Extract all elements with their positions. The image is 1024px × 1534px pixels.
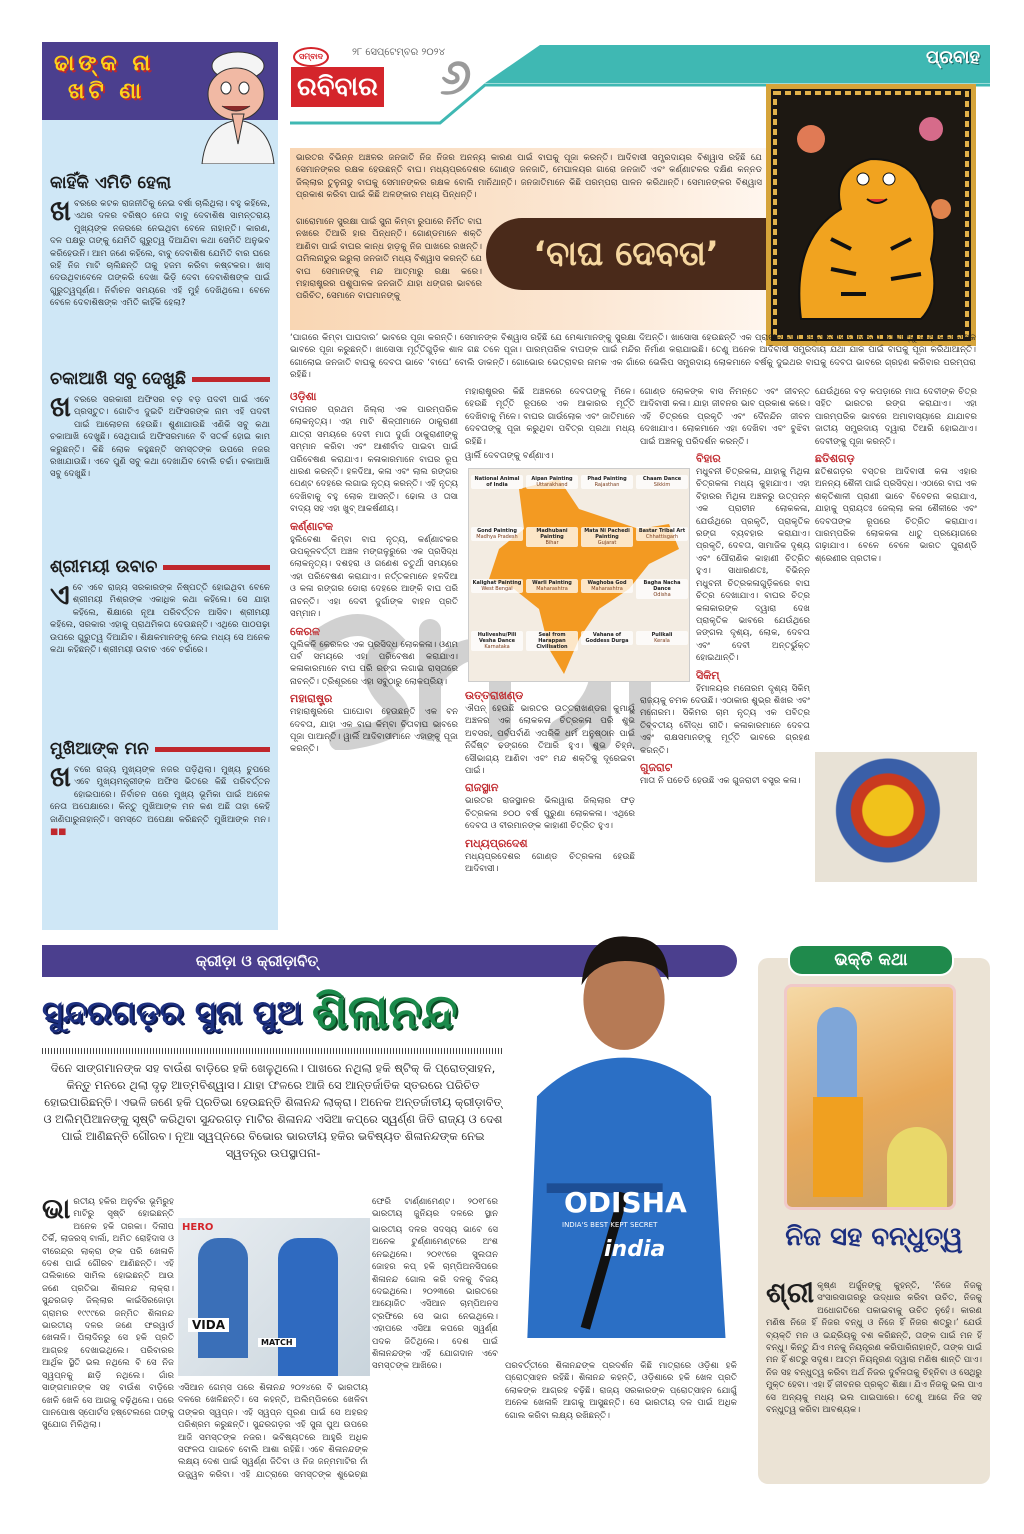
sports-headline-2: ଶିଳାନନ୍ଦ: [311, 984, 458, 1040]
paragraph: ଭାରତର ରାଜସ୍ଥାନର ଭିଲୱାରା ଜିଲ୍ଲାର ଫଡ଼ ଚିତ୍ରକଳା ୭୦୦ ବର୍ଷ ପୁରୁଣା ଲୋକକଳା। ଏଥିରେ ଦେବତା ଓ ବୀରମାନଙ୍କ କାହାଣୀ ଚିତ୍ରିତ ହୁଏ।: [465, 796, 635, 832]
left-item: ଶ୍ରୀମୟୀ ଉବାଚ ଏବେ ଏବେ ରାଜ୍ୟ ସରକାରଙ୍କ ନିଷ୍ପତ୍ତି ହୋଇଥିବା ବେଳେ ଶ୍ରୀମୟୀ ମିଶ୍ରଙ୍କ ଏକାଧିକ କଥା କହିଲେ। ସେ ଯାହା କହିଲେ, ଶିକ୍ଷାରେ ନୂଆ ପରିବର୍ତ୍ତନ ଆସିବ। ଶ୍ରୀମୟୀ କହିଲେ, ସରକାର ଏହାକୁ ପ୍ରାଥମିକତା ଦେଉଛନ୍ତି। ଏଥିରେ ପାଠପଢ଼ା ଉପରେ ଗୁରୁତ୍ୱ ଦିଆଯିବ। ଶିକ୍ଷକମାନଙ୍କୁ ନେଇ ମଧ୍ୟ ସେ ଅନେକ କଥା କହିଛନ୍ତି। ଶ୍ରୀମୟୀ ଉବାଚ ଏବେ ଚର୍ଚ୍ଚାରେ।: [50, 557, 270, 656]
photo-text: HERO: [182, 1222, 214, 1233]
sports-column-3: ଭାରତୀୟ ଦଳର ସଦସ୍ୟ ଭାବେ ସେ ଅନେକ ଟୁର୍ଣ୍ଣାମେଣ୍ଟରେ ଅଂଶ ନେଇଥିଲେ। ୨୦୧୯ରେ ସୁଲତାନ ଜୋହର କପ୍ ହକି ଚାମ୍ପିଅନସିପରେ ଶିଳାନନ୍ଦ ଗୋଲ କରି ଦଳକୁ ବିଜୟ ଦେଇଥିଲେ। ୨୦୨୩ରେ ଭାରତରେ ଆୟୋଜିତ ଏସିଆନ ଚାମ୍ପିଅନସ ଟ୍ରଫିରେ ସେ ଭାଗ ନେଇଥିଲେ। ଏହାପରେ ଏସିଆ କପରେ ସ୍ୱର୍ଣ୍ଣ ପଦକ ଜିତିଥିଲେ। ଦେଶ ପାଇଁ ଶିଳାନନ୍ଦଙ୍କ ଏହି ଯୋଗଦାନ ଏବେ ସମସ୍ତଙ୍କ ଆଖିରେ।: [372, 1225, 498, 1372]
paragraph: ପୁଲିକଳି କେରଳର ଏକ ପ୍ରସିଦ୍ଧ ଲୋକକଳା। ଓଣମ ପର୍ବ ସମୟରେ ଏହା ପରିବେଷଣ କରାଯାଏ। କଳାକାରମାନେ ବାଘ ପରି ରଙ୍ଗ ଲଗାଇ ରାସ୍ତାରେ ନାଚନ୍ତି। ତ୍ରିଶୂରରେ ଏହା ସବୁଠାରୁ ଲୋକପ୍ରିୟ।: [290, 639, 458, 687]
region-heading: ଉତ୍ତରାଖଣ୍ଡ: [465, 689, 524, 702]
jersey-tagline: INDIA'S BEST KEPT SECRET: [562, 1221, 658, 1229]
map-label: Bagha Nacha Dance Odisha: [636, 579, 688, 599]
feature-column: [815, 386, 977, 744]
award-photo: [178, 1218, 370, 1376]
tiger-painting-image: [766, 84, 976, 346]
left-column-box: [42, 42, 278, 930]
paragraph: ଛତିଶଗଡ଼ର ବସ୍ତର ଆଦିବାସୀ କଳା ଏହାର ଅନନ୍ୟ ଶୈଳୀ ପାଇଁ ପ୍ରସିଦ୍ଧ। ଏଠାରେ ବାଘ ଏକ ଶକ୍ତିଶାଳୀ ପ୍ରାଣୀ ଭାବେ ବିବେଚନା କରାଯାଏ, ଯାହାକୁ ପ୍ରାୟତଃ ଜେଲ୍ଲା କଳା ଶୈଳୀରେ ଏବଂ ଦେବତାଙ୍କ ରୂପରେ ଚିତ୍ରିତ କରାଯାଏ। ପାରମ୍ପରିକ ଲୋକକଳା ଧାତୁ ପ୍ରୟୋଗରେ ଗଢ଼ାଯାଏ। ବେଳେ ବେଳେ ଭାରତ ପୁରାଣ୍ଡି ଶ୍ରେଣୀର ପ୍ରତୀକ।: [815, 467, 977, 564]
map-label: Bastar Tribal Art Chhattisgarh: [636, 527, 688, 541]
bhakti-section-label: ଭକ୍ତି କଥା: [788, 944, 954, 976]
dropcap: ଖ: [50, 198, 71, 227]
left-item-heading: ମୁଖିଆଙ୍କ ମନ: [50, 738, 270, 760]
left-item-heading: ଶ୍ରୀମୟୀ ଉବାଚ: [50, 556, 270, 578]
region-heading: ଛତିଶଗଡ଼: [815, 452, 855, 466]
krishna-arjuna-image: [784, 984, 956, 1210]
sports-section-label: କ୍ରୀଡ଼ା ଓ କ୍ରୀଡ଼ାବିତ୍: [195, 952, 319, 970]
paragraph: ମଧ୍ୟପ୍ରଦେଶର ଗୋଣ୍ଡ ଚିତ୍ରକଳା ହେଉଛି ଆଦିବାସୀ।: [465, 851, 635, 875]
sports-intro-block: [42, 980, 504, 1162]
paragraph: ଯେଉଁଥିରେ ବଡ଼ କପଡ଼ାରେ ମାତା ଦେବୀଙ୍କ ଚିତ୍ର ସହିତ ଭାରତର ରଙ୍ଗ କରାଯାଏ। ଏହା ପାରମ୍ପରିକ ଭାବରେ ଅମାବାସ୍ୟାରେ ଯାଯାବର ଜାତୀୟ ସମ୍ପ୍ରଦାୟ ଦ୍ୱାରା ତିଆରି ହୋଇଥାଏ। ଦେବୀଙ୍କୁ ପୂଜା କରନ୍ତି।: [815, 387, 977, 447]
tiger-dance-photo: [815, 752, 977, 882]
paragraph: ମହାରାଷ୍ଟ୍ରର କିଛି ଅଞ୍ଚଳରେ ଦେବତାଙ୍କୁ ମିଳେ। ହେଉଛି ମୂର୍ତ୍ତି ରୂପରେ ଏକ ଆକାରର ମୂର୍ତ୍ତି ଦେଖିବାକୁ ମିଳେ। ବାଘର ଗାଉଁଲୋକ ଏବଂ ଜାତିମାନେ ଦେବତାଙ୍କୁ ପୂଜା କରୁଥିବା ପବିତ୍ର ପ୍ରଥା ମଧ୍ୟ ରହିଛି।: [465, 387, 635, 447]
left-item: ଚକାଆଖି ସବୁ ଦେଖୁଛି ଖବରରେ ସରକାରୀ ଅଫିସର ବଡ଼ ବଡ଼ ପଦବୀ ପାଇଁ ଏବେ ପ୍ରସ୍ତୁତ। ଗୋଟିଏ ଦୁଇଟି ଅଫିସରଙ୍କ ନାମ ଏହି ପଦବୀ ପାଇଁ ଆଲୋଚନା ହେଉଛି। ଶୁଣାଯାଉଛି ଏଣିକି ସବୁ କଥା ଚକାଆଖି ଦେଖୁଛି। ସେଥିପାଇଁ ଅଫିସରମାନେ ବି ସତର୍କ ହୋଇ କାମ କରୁଛନ୍ତି। କିଛି ଲୋକ କହୁଛନ୍ତି ସମସ୍ତଙ୍କ ଉପରେ ନଜର ରଖାଯାଉଛି। ଏବେ ପୁଣି ସବୁ କଥା ଦେଖାଯିବ ବୋଲି ଚର୍ଚ୍ଚା। ଚକାଆଖି ସବୁ ଦେଖୁଛି।: [50, 369, 270, 480]
map-label: Madhubani Painting Bihar: [526, 527, 578, 547]
dropcap: ଭା: [42, 1196, 71, 1225]
sports-column-2: ଫେରି ଟାର୍ଣ୍ଣାମେଣ୍ଟ। ୨୦୧୮ରେ ଭାରତୀୟ ଜୁନିୟର ଦଳରେ ସ୍ଥାନ: [372, 1197, 498, 1220]
india-art-map: [468, 468, 690, 682]
region-heading: ସିକିମ୍: [696, 668, 720, 682]
map-label: Gond Painting Madhya Pradesh: [471, 527, 523, 541]
sports-intro: ଦିନେ ସାଙ୍ଗମାନଙ୍କ ସହ ବାଉଁଶ ବାଡ଼ିରେ ହକି ଖେଳୁଥିଲେ। ପାଖରେ ନଥିଲା ହକି ଷ୍ଟିକ୍ କି ପ୍ରୋତ୍ସାହନ, କିନ୍ତୁ ମନରେ ଥିଲା ଦୃଢ଼ ଆତ୍ମବିଶ୍ୱାସ। ଯାହା ଫଳରେ ଆଜି ସେ ଆନ୍ତର୍ଜାତିକ ସ୍ତରରେ ପରିଚିତ ହୋଇପାରିଛନ୍ତି। ଏଭଳି ଜଣେ ହକି ପ୍ରତିଭା ହେଉଛନ୍ତି ଶିଳାନନ୍ଦ ଲାକ୍ରା। ଅନେକ ଅନ୍ତର୍ଜାତୀୟ କ୍ରୀଡ଼ାବିତ୍ ଓ ଅଲିମ୍ପିଆନଙ୍କୁ ସୃଷ୍ଟି କରିଥିବା ସୁନ୍ଦରଗଡ଼ ମାଟିର ଶିଳାନନ୍ଦ ଏସିଆ କପ୍‌ରେ ସ୍ୱର୍ଣ୍ଣ ଜିତି ରାଜ୍ୟ ଓ ଦେଶ ପାଇଁ ଆଣିଛନ୍ତି ଗୌରବ। ନୂଆ ସ୍ୱପ୍ନରେ ବିଭୋର ଭାରତୀୟ ହକିର ଭବିଷ୍ୟତ ଶିଳାନନ୍ଦଙ୍କ ନେଇ ସ୍ୱତନ୍ତ୍ର ଉପସ୍ଥାପନା-: [43, 1061, 503, 1160]
bhakti-text: ଶ୍ରୀ କୃଷ୍ଣ ଅର୍ଜୁନଙ୍କୁ କୁହନ୍ତି, ‘ନିଜେ ନିଜକୁ ସଂସାରସାଗରରୁ ଉଦ୍ଧାର କରିବା ଉଚିତ, ନିଜକୁ ଅଧୋଗତିରେ ପକାଇବାକୁ ଉଚିତ ନୁହେଁ। କାରଣ ମଣିଷ ନିଜେ ହିଁ ନିଜର ବନ୍ଧୁ ଓ ନିଜେ ହିଁ ନିଜର ଶତ୍ରୁ।’ ଯେଉଁ ବ୍ୟକ୍ତି ମନ ଓ ଇନ୍ଦ୍ରିୟକୁ ବଶ କରିଛନ୍ତି, ତାଙ୍କ ପାଇଁ ମନ ହିଁ ବନ୍ଧୁ। କିନ୍ତୁ ଯିଏ ମନକୁ ନିୟନ୍ତ୍ରଣ କରିପାରିନାହାନ୍ତି, ତାଙ୍କ ପାଇଁ ମନ ହିଁ ଶତ୍ରୁ ସଦୃଶ। ଆତ୍ମ ନିୟନ୍ତ୍ରଣ ଦ୍ୱାରା ମଣିଷ ଶାନ୍ତି ପାଏ। ନିଜ ସହ ବନ୍ଧୁତ୍ୱ କରିବା ଅର୍ଥ ନିଜର ଦୁର୍ବଳତାକୁ ଚିହ୍ନିବା ଓ ସେଥିରୁ ମୁକ୍ତ ହେବା। ଏହା ହିଁ ଜୀବନର ପ୍ରକୃତ ଶିକ୍ଷା। ଯିଏ ନିଜକୁ ଭଲ ପାଏ ସେ ଅନ୍ୟକୁ ମଧ୍ୟ ଭଲ ପାଇପାରେ। ତେଣୁ ଆଗେ ନିଜ ସହ ବନ୍ଧୁତ୍ୱ କରିବା ଆବଶ୍ୟକ।: [766, 1280, 982, 1416]
dotted-divider: [42, 1048, 504, 1054]
paragraph: ମଧୁବନୀ ଚିତ୍ରକଳା, ଯାହାକୁ ମିଥିଳା ଚିତ୍ରକଳା ମଧ୍ୟ କୁହାଯାଏ। ଏହା ବିହାରର ମିଥିଳା ଅଞ୍ଚଳରୁ ଉତ୍ପନ୍ନ ଏକ ପ୍ରାଚୀନ ଲୋକକଳା, ଯେଉଁଥିରେ ପ୍ରକୃତି, ପ୍ରାକୃତିକ ରଙ୍ଗ ବ୍ୟବହାର କରାଯାଏ। ପ୍ରକୃତି, ଦେବତା, ସାମାଜିକ ଦୃଶ୍ୟ ଏବଂ ପୌରାଣିକ କାହାଣୀ ଚିତ୍ରିତ ହୁଏ। ସାଧାରଣତଃ, ବିଭିନ୍ନ ମଧୁବନୀ ଚିତ୍ରକଳାଗୁଡ଼ିକରେ ବାଘ ଚିତ୍ର ଦେଖାଯାଏ। ବାଘର ଚିତ୍ର କଳାକାରଙ୍କ ଦ୍ୱାରା ଦେଖ ପ୍ରାକୃତିକ ଭାବରେ ଯେଉଁଥିରେ ଜଙ୍ଗଲ ଦୃଶ୍ୟ, ଲୋକ, ଦେବତା ଏବଂ ଦେବୀ ଅନ୍ତର୍ଭୁକ୍ତ ହୋଇଥାନ୍ତି।: [696, 467, 810, 664]
left-item-heading: କାହିଁକି ଏମିତି ହେଲା: [50, 173, 172, 193]
issue-date: ୨୮ ସେପ୍ଟେମ୍ବର ୨୦୨୪: [352, 47, 445, 58]
paragraph: ମାତା ନି ପଚେଡି ହେଉଛି ଏକ ଗୁଜରାଟୀ ବସ୍ତ୍ର କଳା।: [640, 775, 801, 786]
logo-big: ରବିବାର: [291, 67, 384, 107]
left-item: ମୁଖିଆଙ୍କ ମନ ଖବରେ ରାଜ୍ୟ ମୁଖ୍ୟଙ୍କ ନଜର ପଡ଼ିଥିଲା। ମୁଖ୍ୟ ଚୁପରେ ଏବେ ମୁଖ୍ୟମନ୍ତ୍ରୀଙ୍କ ଅଫିସ ଭିତରେ କିଛି ପରିବର୍ତ୍ତନ ହୋଇପାରେ। ନିର୍ବାଚନ ପରେ ମୁଖ୍ୟ ଭୂମିକା ପାଇଁ ଅନେକ ନେତା ଅପେକ୍ଷାରେ। କିନ୍ତୁ ମୁଖିଆଙ୍କ ମନ କଣ ଅଛି ତାହା କେହି ଜାଣିପାରୁନାହାନ୍ତି। ସମସ୍ତେ ଅପେକ୍ଷା କରିଛନ୍ତି ମୁଖିଆଙ୍କ ମନ। ■■: [50, 739, 270, 838]
cartoon-politician-icon: [192, 44, 278, 164]
feature-column: [290, 386, 458, 930]
page-number: ୬: [440, 48, 472, 106]
left-column-title: ଢାଙ୍କ ନା ଖଟି ଣା: [54, 51, 155, 104]
region-heading: ବିହାର: [696, 452, 721, 466]
paragraph: ମହାରାଷ୍ଟ୍ରରେ ଘାଘୋବା ହେଉଛନ୍ତି ଏକ ବନ ଦେବତା, ଯାହା ଏକ ବାଘ କିମ୍ବା ଚିତାବାଘ ଭାବରେ ପୂଜା ପାଆନ୍ତି। ୱାର୍ଲି ଆଦିବାସୀମାନେ ଏହାଙ୍କୁ ପୂଜା କରନ୍ତି।: [290, 707, 458, 755]
map-label: Chaam Dance Sikkim: [636, 475, 688, 489]
map-label: National Animal of India: [471, 475, 523, 489]
map-label: Pulikali Kerala: [636, 631, 688, 645]
photo-text: MATCH: [258, 1338, 296, 1347]
jersey-text: ODISHA: [564, 1186, 687, 1219]
paragraph: ଐପନ୍ ହେଉଛି ଭାରତର ଉତ୍ତରାଖଣ୍ଡର କୁମାୟୁଁ ଅଞ୍ଚଳର ଏକ ଲୋକକଳା ଚିତ୍ରକଳା ପରି ଶୁଭ ଅବସର, ପର୍ବପର୍ବାଣି ଏପରିକି ଧର୍ମ ଅନୁଷ୍ଠାନ ପାଇଁ ନିର୍ଦ୍ଦିଷ୍ଟ ଢଙ୍ଗରେ ତିଆରି ହୁଏ। ଶୁଭ ଚିହ୍ନ, ସୌଭାଗ୍ୟ ଆଣିବା ଏବଂ ମନ୍ଦ ଶକ୍ତିକୁ ଦୂରେଇବା ପାଇଁ।: [465, 704, 635, 777]
map-label: Huliveshu/Pili Vesha Dance Karnataka: [471, 631, 523, 651]
region-heading: କେରଳ: [290, 624, 320, 638]
left-column-content: [42, 120, 278, 910]
paragraph: ହୁଲିବେଶା କିମ୍ବା ବାଘ ନୃତ୍ୟ, କର୍ଣ୍ଣାଟକର ଉପକୂଳବର୍ତ୍ତୀ ଅଞ୍ଚଳ ମଙ୍ଗଳୁରୁରେ ଏକ ପ୍ରସିଦ୍ଧ ଲୋକନୃତ୍ୟ। ଦଶହରା ଓ ଗଣେଶ ଚତୁର୍ଥୀ ସମୟରେ ଏହା ପରିବେଷଣ କରାଯାଏ। ନର୍ତ୍ତକମାନେ ହଳଦିଆ ଓ କଳା ରଙ୍ଗର ଡୋରା ଦେହରେ ଆଙ୍କି ବାଘ ପରି ନାଚନ୍ତି। ଏହା ଦେବୀ ଦୁର୍ଗାଙ୍କ ବାହନ ପ୍ରତି ସମ୍ମାନ।: [290, 534, 458, 620]
photo-text: VIDA: [188, 1318, 229, 1332]
left-item-heading: ଚକାଆଖି ସବୁ ଦେଖୁଛି: [50, 368, 270, 390]
feature-intro-side-text: ଗାରୋମାନେ ସୁରକ୍ଷା ପାଇଁ ସୁନା କିମ୍ବା ରୁପାରେ ନିର୍ମିତ ବାଘ ନଖରେ ତିଆରି ହାର ପିନ୍ଧନ୍ତି। ଗୋଣ୍ଡମାନେ ଶକ୍ତି ଆଣିବା ପାଇଁ ବାଘର କାନ୍ଧ ହାଡ଼କୁ ନିଜ ପାଖରେ ରଖନ୍ତି। ତାମିଲନାଡୁର ଇରୁଲା ଜନଜାତି ମଧ୍ୟ ବିଶ୍ୱାସ କରନ୍ତି ଯେ ବାଘ ସେମାନଙ୍କୁ ମନ୍ଦ ଆତ୍ମାରୁ ରକ୍ଷା କରେ। ମହାରାଷ୍ଟ୍ରର ପଶୁପାଳକ ଜନଜାତି ଯାହା ଧଙ୍ଗର ଭାବରେ ପରିଚିତ, ସେମାନେ ବାଘମାନଙ୍କୁ: [296, 217, 482, 302]
sports-column-1: ଭାରତୀୟ ହକିର ଅନୁର୍ବର ଭୂମିରୁହ ମାଟିରୁ ସୃଷ୍ଟି ହୋଇଛନ୍ତି ଅନେକ ହକି ତାରକା। ଦିଲୀପ ତିର୍କି, ଲାଜରସ୍ ବାର୍ଲା, ଅମିତ ରୋହିଦାସ ଓ ବୀରେନ୍ଦ୍ର ଲାକ୍ରା ଙ୍କ ପରି ଖେଳାଳି ଦେଶ ପାଇଁ ଗୌରବ ଆଣିଛନ୍ତି। ଏହି ତାଲିକାରେ ସାମିଲ ହୋଇଛନ୍ତି ଆଉ ଜଣେ ପ୍ରତିଭା ଶିଳାନନ୍ଦ ଲାକ୍ରା। ସୁନ୍ଦରଗଡ଼ ଜିଲ୍ଲାର କାଇଁସିରଜୋଡ଼ା ଗ୍ରାମର ୧୯୯୯ରେ ଜନ୍ମିତ ଶିଳାନନ୍ଦ ଭାରତୀୟ ଦଳର ଜଣେ ଫରୱାର୍ଡ ଖେଳାଳି। ପିଲାଦିନରୁ ସେ ହକି ପ୍ରତି ଆଗ୍ରହ ଦେଖାଇଥିଲେ। ପରିବାରର ଆର୍ଥିକ ସ୍ଥିତି ଭଲ ନଥିଲେ ବି ସେ ନିଜ ସ୍ୱପ୍ନକୁ ଛାଡ଼ି ନଥିଲେ। ଗାଁର ସାଙ୍ଗମାନଙ୍କ ସହ ବାଉଁଶ ବାଡ଼ିରେ ଖେଳି ଖେଳି ସେ ଆଗକୁ ବଢ଼ିଥିଲେ। ପରେ ପାନପୋଷ ସ୍ପୋର୍ଟସ ହଷ୍ଟେଲରେ ତାଙ୍କୁ ସୁଯୋଗ ମିଳିଥିଲା।: [42, 1196, 174, 1431]
feature-headline: ‘ବାଘ ଦେବତା’: [486, 218, 766, 290]
dropcap: ଏ: [50, 582, 70, 611]
map-label: Vahana of Goddess Durga: [581, 631, 633, 645]
logo-small: ସମ୍ବାଦ: [293, 47, 329, 67]
region-heading: ଓଡ଼ିଶା: [290, 390, 317, 403]
left-item: କାହିଁକି ଏମିତି ହେଲା ଖବରରେ କଟକ ରାଜନୀତିକୁ ନେଇ ବର୍ଷା ଚାଲିଥିଲା। ବହୁ କହିଲେ, ଏଥର ଦଳର ବରିଷ୍ଠ ନେତା ବାବୁ ଦେବାଶିଷ ସାମନ୍ତରାୟ ମୁଖ୍ୟଙ୍କ ନଜରରେ ନେଇଥିବା ବେଳେ ନାହାନ୍ତି। କାରଣ, ଦଳ ପକ୍ଷରୁ ତାଙ୍କୁ ଯେମିତି ଗୁରୁତ୍ୱ ଦିଆଯିବା କଥା ସେମିତି ଅନୁଭବ କରିହେଉନି। ଆମ ଜଣେ କହିଲେ, ବାବୁ ଦେବାଶିଷ ଯେମିତି ବାର ଘରେ ରହି ନିଜ ମାଟି ଚାଲିଛନ୍ତି ତାକୁ ହଜମ କରିବା କଷ୍ଟକର। ଖାସ୍ ଦେଉଥିବାବେଳେ ତାଙ୍କରି ଦେଖା ଭିଡ଼ି ଦେବା ଦେବାଶିଷଙ୍କ ପାଇଁ ଗୁରୁତ୍ୱପୂର୍ଣ୍ଣ। ନିର୍ବାଚନ ସମୟରେ ଏହି ମୁହଁ ଦେଖିଥିଲେ। ବେଳେ ବେଳେ ଦେବାଶିଷଙ୍କ ଏମିତି କାହିଁକି ହେଲା?: [50, 173, 270, 309]
sports-column-5: ଏସିଆନ ଗେମ୍ସ ପରେ ଶିଳାନନ୍ଦ ୨୦୨୪ରେ ବି ଭାରତୀୟ ଦଳରେ ଖେଳିଛନ୍ତି। ସେ କହନ୍ତି, ଅଲିମ୍ପିକରେ ଖେଳିବା ତାଙ୍କର ସ୍ୱପ୍ନ। ଏହି ସ୍ୱପ୍ନ ପୂରଣ ପାଇଁ ସେ ଅହରହ ପରିଶ୍ରମ କରୁଛନ୍ତି। ସୁନ୍ଦରଗଡ଼ର ଏହି ସୁନା ପୁଅ ଉପରେ ଆଜି ସମସ୍ତଙ୍କ ନଜର। ଭବିଷ୍ୟତରେ ଆହୁରି ଅଧିକ ସଫଳତା ପାଇବେ ବୋଲି ଆଶା ରହିଛି। ଏବେ ଶିଳାନନ୍ଦଙ୍କ ଲକ୍ଷ୍ୟ ଦେଶ ପାଇଁ ସ୍ୱର୍ଣ୍ଣ ଜିତିବା ଓ ନିଜ ଜନ୍ମମାଟିର ନାଁ ଉଜ୍ଜ୍ୱଳ କରିବା। ଏହି ଯାତ୍ରାରେ ସମସ୍ତଙ୍କ ଶୁଭେଚ୍ଛା: [178, 1383, 368, 1480]
end-mark: ■■: [50, 827, 67, 838]
feature-intro-text: ଭାରତର ବିଭିନ୍ନ ଅଞ୍ଚଳର ଜନଜାତି ନିଜ ନିଜର ଅନନ୍ୟ କାରଣ ପାଇଁ ବାଘକୁ ପୂଜା କରନ୍ତି। ଆଦିବାସୀ ସମ୍ପ୍ରଦାୟର ବିଶ୍ୱାସ ରହିଛି ଯେ ସେମାନଙ୍କର ରକ୍ଷକ ହେଉଛନ୍ତି ବାଘ। ମଧ୍ୟପ୍ରଦେଶର ଗୋଣ୍ଡ ଜନଜାତି, ମେଘାଳୟର ଗାରୋ ଜନଜାତି ଏବଂ କର୍ଣ୍ଣାଟକର ଦକ୍ଷିଣ କନ୍ନଡ ଜିଲ୍ଲାର ତୁଳୁନାଡୁ ବାଘକୁ ସେମାନଙ୍କର ରକ୍ଷକ ବୋଲି ମାନିଥାନ୍ତି। ଜନଜାତିମାନେ କିଛି ପରମ୍ପରା ପାଳନ କରିଥାନ୍ତି। ସେମାନଙ୍କର ବିଶ୍ୱାସ ପ୍ରକାଶ କରିବା ପାଇଁ କିଛି ଅଳଙ୍କାର ମଧ୍ୟ ପିନ୍ଧନ୍ତି।: [296, 153, 762, 201]
bhakti-title: ନିଜ ସହ ବନ୍ଧୁତ୍ୱ: [785, 1222, 963, 1252]
region-heading: ମଧ୍ୟପ୍ରଦେଶ: [465, 836, 528, 850]
region-heading: ଗୁଜରାଟ: [640, 760, 673, 774]
section-label: ପ୍ରବାହ: [926, 47, 980, 68]
sports-column-4: ପରବର୍ତ୍ତୀରେ ଶିଳାନନ୍ଦଙ୍କ ପ୍ରଦର୍ଶନ କିଛି ମାତ୍ରାରେ ଓଡ଼ିଶା ହକି ପ୍ରୋତ୍ସାହନ ରହିଛି। ଶିଳାନନ୍ଦ କହନ୍ତି, ଓଡ଼ିଶାରେ ହକି ଖେଳ ପ୍ରତି ଲୋକଙ୍କ ଆଗ୍ରହ ବଢ଼ିଛି। ରାଜ୍ୟ ସରକାରଙ୍କ ପ୍ରୋତ୍ସାହନ ଯୋଗୁଁ ଅନେକ ଖେଳାଳି ଆଗକୁ ଆସୁଛନ୍ତି। ସେ ଭାରତୀୟ ଦଳ ପାଇଁ ଅଧିକ ଗୋଲ କରିବା ଲକ୍ଷ୍ୟ ରଖିଛନ୍ତି।: [505, 1361, 737, 1421]
dropcap: ଖ: [50, 394, 71, 423]
paragraph: ୱାର୍ଲି ଦେବତାଙ୍କୁ ବର୍ଣ୍ଣାଏ।: [465, 451, 554, 462]
paragraph: ବାଘନାଚ ପ୍ରଥମ ଜିଲ୍ଲା ଏକ ପାରମ୍ପରିକ ଲୋକନୃତ୍ୟ। ଏହା ମାଟି ଶିଳ୍ପୀମାନେ ଠାକୁରାଣୀ ଯାତ୍ରା ସମୟରେ ଦେବୀ ମାତା ଦୁର୍ଗା ଠାକୁରାଣୀଙ୍କୁ ସମ୍ମାନ କରିବା ଏବଂ ଆଶୀର୍ବାଦ ପାଇବା ପାଇଁ ପରିବେଷଣ କରାଯାଏ। କଳାକାରମାନେ ବାଘର ରୂପ ଧାରଣ କରନ୍ତି। ହଳଦିଆ, କଳା ଏବଂ ଲାଲ ରଙ୍ଗର ପେଣ୍ଟ ଦେହରେ ଲଗାଇ ନୃତ୍ୟ କରନ୍ତି। ଏହି ନୃତ୍ୟ ଦେଖିବାକୁ ବହୁ ଲୋକ ଆସନ୍ତି। ଢୋଲ ଓ ତାସା ବାଦ୍ୟ ସହ ଏହା ଖୁବ୍ ଆକର୍ଷଣୀୟ।: [290, 405, 458, 515]
region-heading: କର୍ଣ୍ଣାଟକ: [290, 519, 334, 533]
map-label: Aipan Painting Uttarakhand: [526, 475, 578, 489]
region-heading: ମହାରାଷ୍ଟ୍ର: [290, 692, 333, 706]
paragraph: ଗୋଣ୍ଡ ଲୋକଙ୍କ ବାସ ନିମନ୍ତେ ଏବଂ ଜୀବନ୍ତ ଆଦିବାସୀ କଳା। ଯାହା ଜୀବନର ଭାବ ପ୍ରକାଶ କରେ। ଏହି ଚିତ୍ରରେ ପ୍ରକୃତି ଏବଂ ଦୈନନ୍ଦିନ ଜୀବନ ଦେଖାଯାଏ। ଲୋକମାନେ ଏହା ଦେଖିବା ଏବଂ ବୁଝିବା ପାଇଁ ଅଞ୍ଚଳକୁ ପରିଦର୍ଶନ କରନ୍ତି।: [640, 387, 810, 447]
region-heading: ରାଜସ୍ଥାନ: [465, 781, 499, 795]
sports-headline-row: [42, 980, 504, 1044]
map-label: Phad Painting Rajasthan: [581, 475, 633, 489]
jersey-brand: india: [604, 1237, 666, 1262]
sports-headline-1: ସୁନ୍ଦରଗଡ଼ର ସୁନା ପୁଅ: [42, 993, 302, 1031]
player-photo: [508, 925, 740, 1345]
map-label: Mata Ni Pachedi Painting Gujarat: [581, 527, 633, 547]
map-label: Warli Painting Maharashtra: [526, 579, 578, 593]
map-label: Seal from Harappan Civilisation: [526, 631, 578, 651]
map-label: Waghoba God Maharashtra: [581, 579, 633, 593]
dropcap: ଖ: [50, 764, 71, 793]
dropcap: ଶ୍ରୀ: [766, 1280, 815, 1309]
feature-lead-text: ‘ଘାଗରେ କିମ୍ବା ଘାଘଦାର’ ଭାବରେ ପୂଜା କରନ୍ତି। ସେମାନଙ୍କ ବିଶ୍ୱାସ ରହିଛି ଯେ ମେଣ୍ଢାମାନଙ୍କୁ ସୁରକ୍ଷା ଦିଅନ୍ତି। ଖାସୋସା ହେଉଛନ୍ତି ଏକ ପ୍ରାଚୀନ ବାଘ କିମ୍ବା ଚିତାବାଘ ଦେବତା, ଯାହାଙ୍କୁ ଜଙ୍ଗଲର ରକ୍ଷକ ଭାବରେ ପୂଜା କରୁଛନ୍ତି। ଖାସୋସା ମୂର୍ତ୍ତିଗୁଡ଼ିକ ଶାଳ ଗଛ ତଳେ ପୂଜା। ପାରମ୍ପରିକ ବାଘଙ୍କ ପାଇଁ ମନ୍ଦିର ନିର୍ମାଣ କରାଯାଇଛି। ତେଣୁ ଅନେକ ଆଦିବାସୀ ସମ୍ପ୍ରଦାୟ ଯଥା ଯାକ ପାଇଁ ବାଘକୁ ପୂଜା କରିଥାଆନ୍ତି। ଗୋଲୋଇ ଜନଜାତି ବାଘକୁ ଦେବତା ଭାବେ ‘ବାଘେ’ ବୋଲି ଡାକନ୍ତି। ଗୋଭୋର ଭେତ୍ରାବର ନାମକ ଏକ ଗାଁରେ ଭେଲିପ ସମ୍ପ୍ରଦାୟ ଲୋକମାନେ ବର୍ଷକୁ ଦୁଇଥର ବାଘକୁ ଦେବତା ଭାବରେ ଗ୍ରହଣ କରିବାର ପରମ୍ପରା ରହିଛି।: [290, 333, 976, 381]
map-label: Kalighat Painting West Bengal: [472, 580, 522, 592]
paragraph: ହିମାଳୟର ମନୋରମ ଦୃଶ୍ୟ ସିକିମ୍ ରାଜ୍ୟକୁ ଚମକ ଦେଉଛି। ଏଠାକାର ଶୁଭ୍ର ଶିଖର ଏବଂ ମନୋରମ। ସିକିମର ଚାମ ନୃତ୍ୟ ଏକ ପବିତ୍ର ତିବ୍ବତୀୟ ବୌଦ୍ଧ ରୀତି। କଳାକାରମାନେ ଦେବତା ଏବଂ ରାକ୍ଷସମାନଙ୍କୁ ମୂର୍ତ୍ତି ଭାବରେ ଗ୍ରହଣ କରନ୍ତି।: [640, 683, 810, 756]
